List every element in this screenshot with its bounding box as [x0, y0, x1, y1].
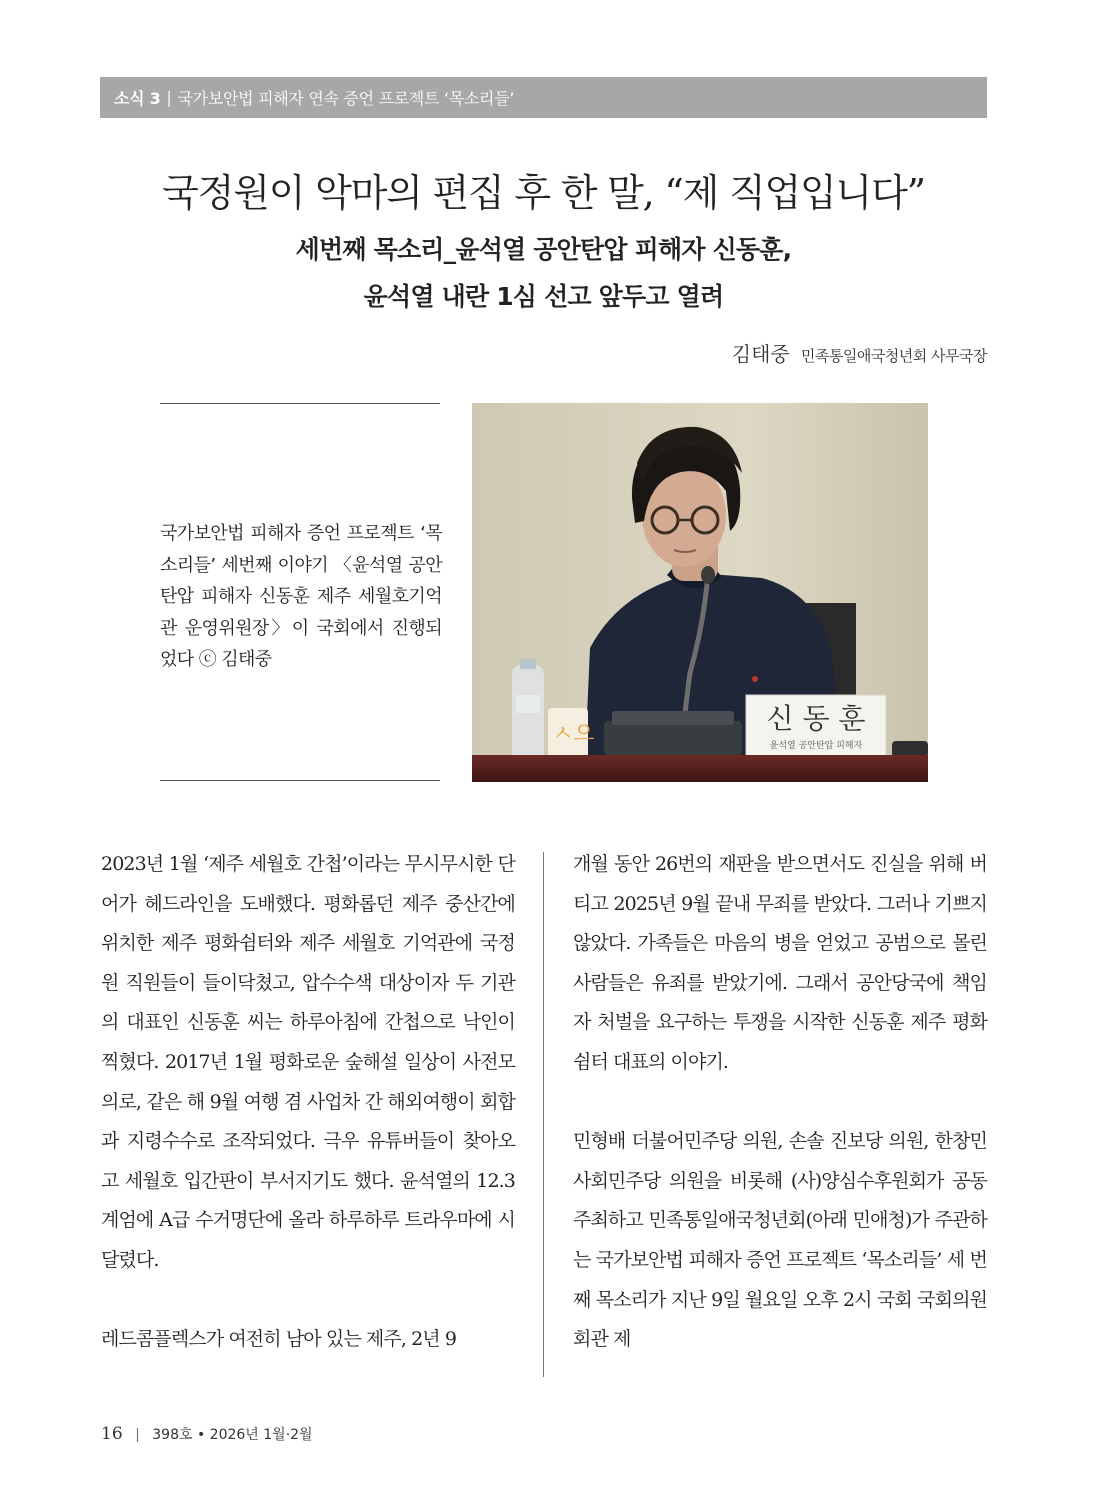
page-number: 16 [101, 1424, 123, 1444]
cup-print: ㅅ으 [552, 722, 595, 747]
section-tag: 소식 3 [114, 89, 161, 108]
author-role: 민족통일애국청년회 사무국장 [800, 347, 987, 365]
body-paragraph: 2023년 1월 ‘제주 세월호 간첩’이라는 무시무시한 단어가 헤드라인을 도배했다. 평화롭던 제주 중산간에 위치한 제주 평화쉼터와 제주 세월호 기억관에 국정원 직원들이 들이닥쳤고, 압수수색 대상이자 두 기관의 대표인 신동훈 씨는 하루아침에 간첩으로 낙인이 찍혔다. 2017년 1월 평화로운 숲해설 일상이 사전모의로, 같은 해 9월 여행 겸 사업차 간 해외여행이 회합과 지령수수로 조작되었다. 극우 유튜버들이 찾아오고 세월호 입간판이 부서지기도 했다. 윤석열의 12.3 계엄에 A급 수거명단에 올라 하루하루 트라우마에 시달렸다. [101, 853, 515, 1271]
body-paragraph: 레드콤플렉스가 여전히 남아 있는 제주, 2년 9 [101, 1328, 457, 1351]
section-separator: | [166, 88, 172, 107]
footer-separator: | [135, 1427, 140, 1443]
caption-bottom-rule [160, 780, 440, 781]
body-column-right [573, 845, 987, 1360]
body-paragraph: 민형배 더불어민주당 의원, 손솔 진보당 의원, 한창민 사회민주당 의원을 비롯해 (사)양심수후원회가 공동 주최하고 민족통일애국청년회(아래 민애청)가 주관하는 국가보안법 피해자 증언 프로젝트 ‘목소리들’ 세 번째 목소리가 지난 9일 월요일 오후 2시 국회 국회의원회관 제 [573, 1130, 987, 1351]
issue-info: 398호 • 2026년 1월·2월 [152, 1427, 313, 1443]
article-subtitle [100, 226, 987, 320]
page-footer [101, 1424, 313, 1444]
subtitle-line-1: 세번째 목소리_윤석열 공안탄압 피해자 신동훈, [295, 235, 792, 264]
body-paragraph: 개월 동안 26번의 재판을 받으면서도 진실을 위해 버티고 2025년 9월 끝내 무죄를 받았다. 그러나 기쁘지 않았다. 가족들은 마음의 병을 얻었고 공범으로 몰린 사람들은 유죄를 받았기에. 그래서 공안당국에 책임자 처벌을 요구하는 투쟁을 시작한 신동훈 제주 평화쉼터 대표의 이야기. [573, 853, 987, 1073]
section-label: 국가보안법 피해자 연속 증언 프로젝트 ‘목소리들’ [177, 89, 515, 108]
author-name: 김태중 [731, 342, 790, 366]
column-divider [543, 852, 544, 1377]
section-header-bar [100, 77, 987, 118]
photo-caption: 국가보안법 피해자 증언 프로젝트 ‘목소리들’ 세번째 이야기 〈윤석열 공안탄압 피해자 신동훈 제주 세월호기억관 운영위원장〉이 국회에서 진행되었다 ⓒ 김태중 [160, 523, 442, 670]
nameplate-name: 신 동 훈 [766, 702, 866, 735]
article-title: 국정원이 악마의 편집 후 한 말, “제 직업입니다” [162, 171, 925, 215]
byline [732, 338, 987, 367]
nameplate-title: 윤석열 공안탄압 피해자 [769, 741, 863, 751]
article-photo [472, 403, 928, 782]
caption-top-rule [160, 403, 440, 404]
body-column-left [101, 845, 515, 1360]
subtitle-line-2: 윤석열 내란 1심 선고 앞두고 열려 [363, 282, 724, 311]
